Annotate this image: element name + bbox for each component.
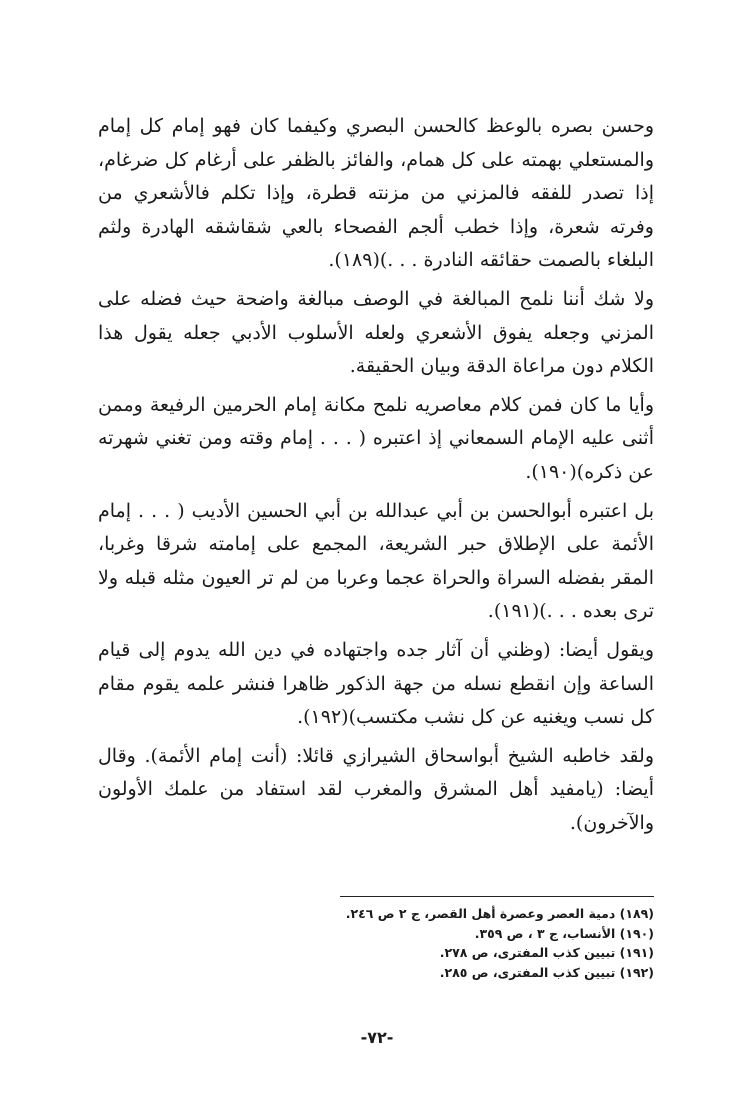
paragraph-5: ويقول أيضا: (وظني أن آثار جده واجتهاده في دين الله يدوم إلى قيام الساعة وإن انقطع نسله من جهة الذكور ظاهرا فنشر علمه يقوم مقام كل نسب ويغنيه عن كل نشب مكتسب)(١٩٢).	[98, 638, 654, 729]
footnotes	[300, 904, 654, 982]
paragraph-1: وحسن بصره بالوعظ كالحسن البصري وكيفما كان فهو إمام كل إمام والمستعلي بهمته على كل همام، والفائز بالظفر على أرغام كل ضرغام، إذا تصدر للفقه فالمزني من مزنته قطرة، وإذا تكلم فالأشعري من وفرته شعرة، وإذا خطب ألجم الفصحاء بالعي شقاشقه الهادرة ولثم البلغاء بالصمت حقائقه النادرة . . .)(١٨٩).	[98, 115, 654, 272]
footnote-190: (١٩٠) الأنساب، ج ٣ ، ص ٣٥٩.	[474, 925, 654, 941]
paragraph-3: وأيا ما كان فمن كلام معاصريه نلمح مكانة إمام الحرمين الرفيعة وممن أثنى عليه الإمام السمعاني إذ اعتبره ( . . . إمام وقته ومن تغني شهرته عن ذكره)(١٩٠).	[98, 393, 654, 483]
footnote-189: (١٨٩) دمية العصر وعصرة أهل القصر، ج ٢ ص ٢٤٦.	[345, 906, 654, 921]
paragraph-6: ولقد خاطبه الشيخ أبواسحاق الشيرازي قائلا: (أنت إمام الأئمة). وقال أيضا: (يامفيد أهل المشرق والمغرب لقد استفاد من علمك الأولون والآخرون).	[98, 744, 654, 834]
main-text	[98, 110, 654, 845]
paragraph-4: بل اعتبره أبوالحسن بن أبي عبدالله بن أبي الحسين الأديب ( . . . إمام الأئمة على الإطلاق حبر الشريعة، المجمع على إمامته شرقا وغربا، المقر بفضله السراة والحراة عجما وعربا من لم تر العيون مثله قبله ولا ترى بعده . . .)(١٩١).	[98, 499, 654, 623]
footnote-191: (١٩١) تبيين كذب المفترى، ص ٢٧٨.	[439, 945, 654, 960]
footnote-192: (١٩٢) تبيين كذب المفترى، ص ٢٨٥.	[439, 964, 654, 980]
page-number: -٧٢-	[360, 1028, 394, 1047]
footnote-divider	[340, 896, 654, 897]
paragraph-2: ولا شك أننا نلمح المبالغة في الوصف مبالغة واضحة حيث فضله على المزني وجعله يفوق الأشعري ولعله الأسلوب الأدبي جعله يقول هذا الكلام دون مراعاة الدقة وبيان الحقيقة.	[98, 287, 654, 378]
